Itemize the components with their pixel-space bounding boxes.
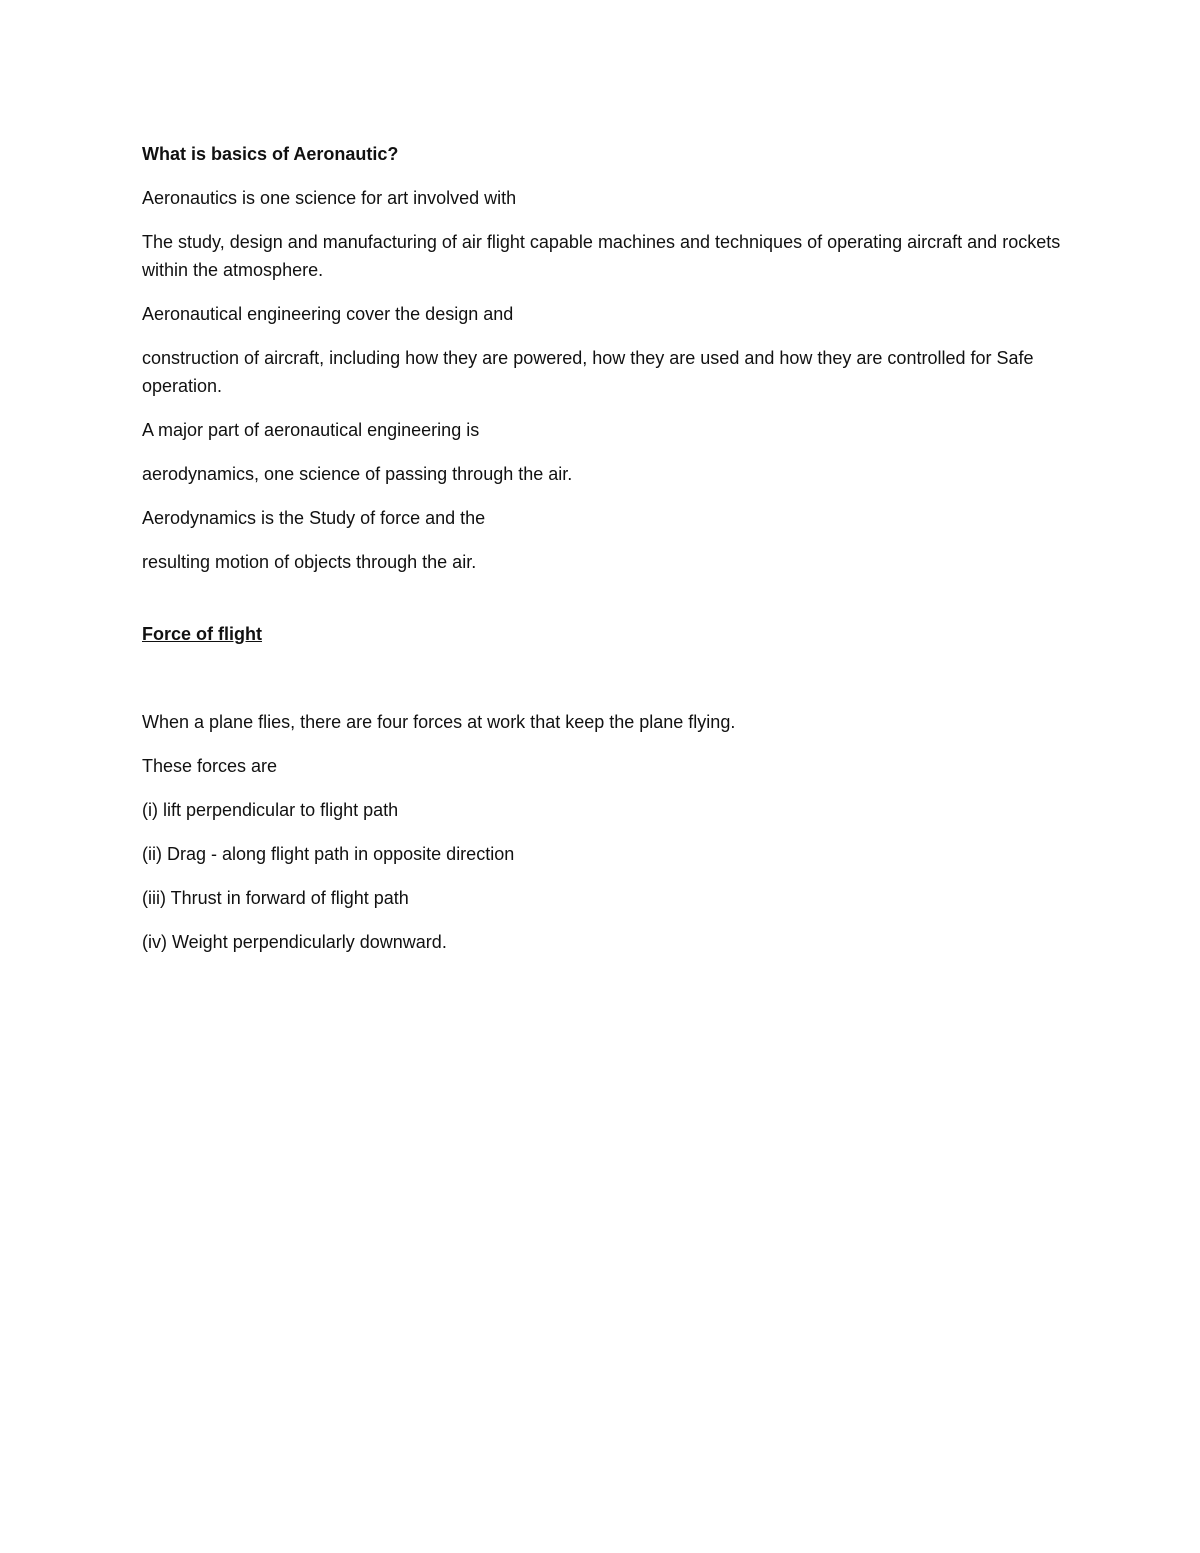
document-body bbox=[142, 140, 1072, 972]
section-paragraph: These forces are bbox=[142, 756, 278, 776]
section-paragraph: When a plane flies, there are four forces at work that keep the plane flying. bbox=[142, 712, 736, 732]
force-text: Weight perpendicularly downward. bbox=[167, 932, 447, 952]
force-text: Drag - along flight path in opposite direction bbox=[162, 844, 515, 864]
force-marker: (i) bbox=[142, 800, 158, 820]
intro-paragraph: aerodynamics, one science of passing through the air. bbox=[142, 464, 573, 484]
intro-paragraph: construction of aircraft, including how they are powered, how they are used and how they are controlled for Safe operation. bbox=[142, 348, 1034, 396]
intro-paragraph: Aerodynamics is the Study of force and the bbox=[142, 508, 486, 528]
document-title: What is basics of Aeronautic? bbox=[142, 144, 399, 164]
intro-paragraph: The study, design and manufacturing of air flight capable machines and techniques of operating aircraft and rockets within the atmosphere. bbox=[142, 232, 1061, 280]
force-marker: (iv) bbox=[142, 932, 167, 952]
force-text: lift perpendicular to flight path bbox=[158, 800, 399, 820]
force-list-item bbox=[142, 928, 1072, 956]
force-list-item bbox=[142, 884, 1072, 912]
section-heading: Force of flight bbox=[142, 624, 262, 644]
intro-paragraph: Aeronautics is one science for art involved with bbox=[142, 188, 517, 208]
intro-paragraph: Aeronautical engineering cover the design and bbox=[142, 304, 514, 324]
intro-paragraph: A major part of aeronautical engineering is bbox=[142, 420, 480, 440]
force-list-item bbox=[142, 840, 1072, 868]
intro-paragraph: resulting motion of objects through the air. bbox=[142, 552, 477, 572]
force-text: Thrust in forward of flight path bbox=[166, 888, 409, 908]
force-marker: (iii) bbox=[142, 888, 166, 908]
force-list-item bbox=[142, 796, 1072, 824]
force-marker: (ii) bbox=[142, 844, 162, 864]
